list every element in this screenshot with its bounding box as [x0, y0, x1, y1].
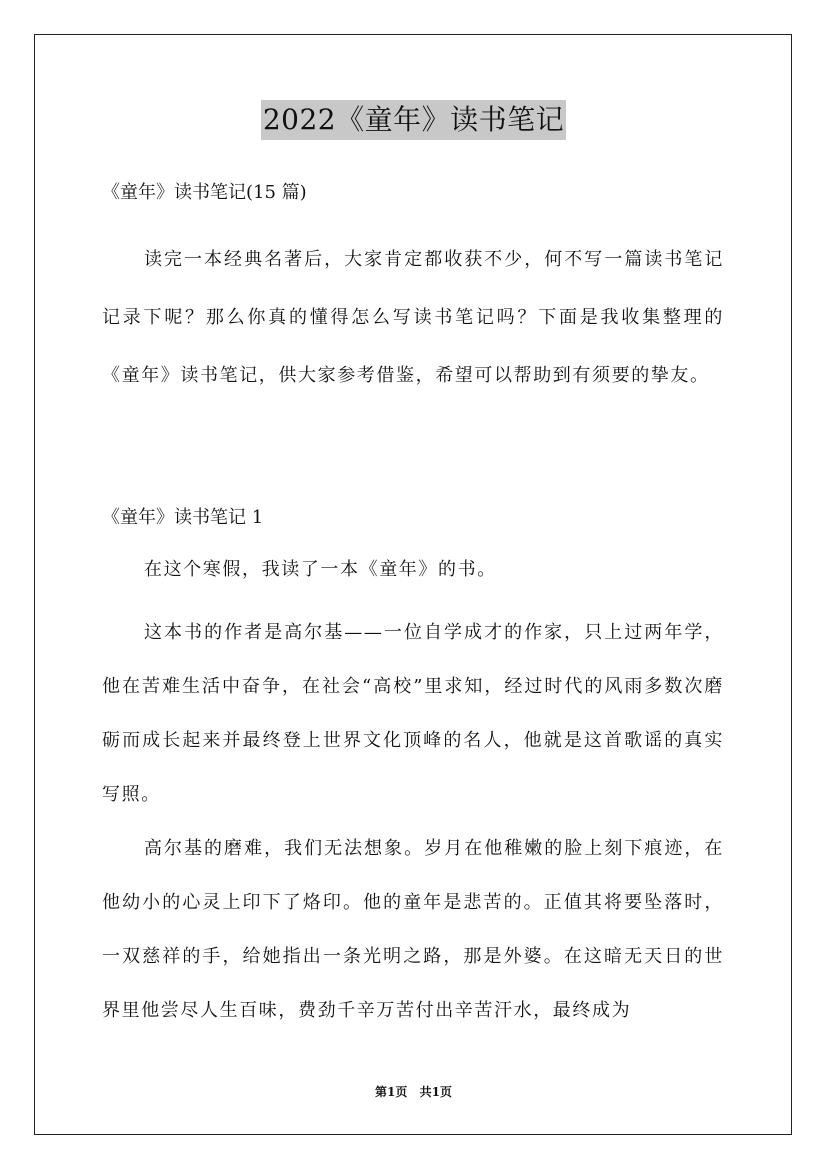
body-paragraph-3: 高尔基的磨难，我们无法想象。岁月在他稚嫩的脸上刻下痕迹，在他幼小的心灵上印下了烙印。他的童年是悲苦的。正值其将要坠落时，一双慈祥的手，给她指出一条光明之路，那是外婆。在这暗无天日的世界里他尝尽人生百味，费劲千辛万苦付出辛苦汗水，最终成为: [102, 838, 724, 1021]
page-number-total: 共1页: [419, 1085, 452, 1099]
document-subtitle: 《童年》读书笔记(15 篇): [102, 182, 307, 203]
document-title: 2022《童年》读书笔记: [261, 100, 566, 140]
title-container: [0, 100, 827, 140]
intro-paragraph: 读完一本经典名著后，大家肯定都收获不少，何不写一篇读书笔记记录下呢？那么你真的懂得怎么写读书笔记吗？下面是我收集整理的《童年》读书笔记，供大家参考借鉴，希望可以帮助到有须要的挚友。: [102, 249, 724, 386]
body-paragraph-2: 这本书的作者是高尔基——一位自学成才的作家，只上过两年学，他在苦难生活中奋争，在社会“高校”里求知，经过时代的风雨多数次磨砺而成长起来并最终登上世界文化顶峰的名人，他就是这首歌谣的真实写照。: [102, 622, 724, 805]
body-paragraph-1: 在这个寒假，我读了一本《童年》的书。: [144, 559, 497, 580]
page-footer: [0, 1083, 827, 1101]
section-heading: 《童年》读书笔记 1: [102, 507, 264, 528]
page-number-current: 第1页: [375, 1085, 408, 1099]
